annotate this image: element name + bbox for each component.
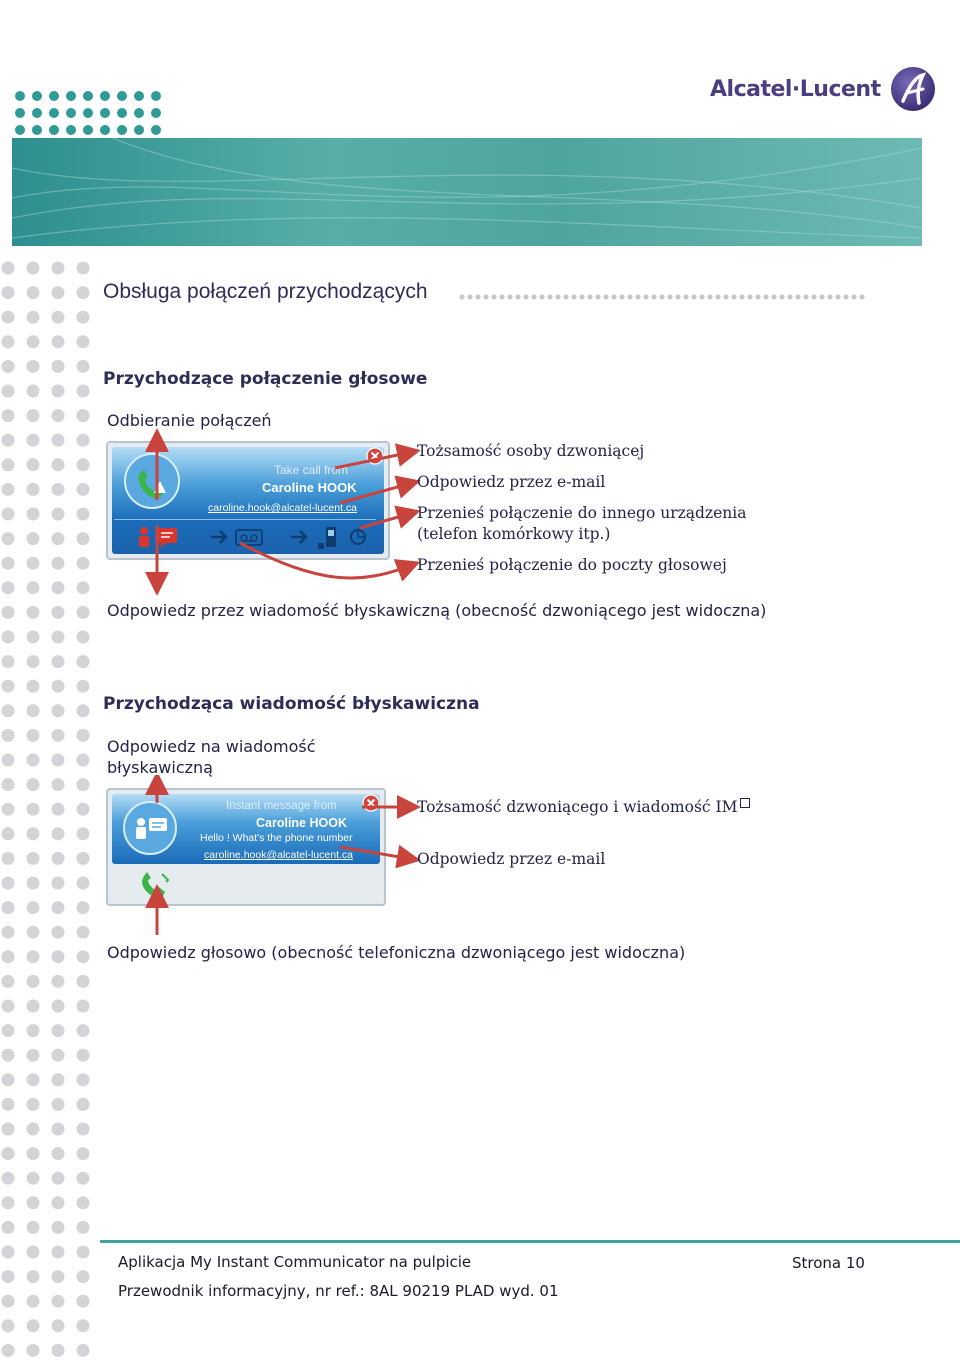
pattern-dot [27,1098,40,1111]
pattern-dot [15,91,25,101]
pattern-dot [77,975,90,988]
pattern-dot [32,125,42,135]
pattern-dot [52,581,65,594]
pattern-dot [27,778,40,791]
pattern-dot [2,1098,15,1111]
pattern-dot [723,294,728,299]
pattern-dot [811,294,816,299]
pattern-dot [2,631,15,644]
pattern-dot [2,458,15,471]
pattern-dot [603,294,608,299]
pattern-dot [52,975,65,988]
pattern-dot [77,1196,90,1209]
pattern-dot [83,108,93,118]
pattern-dot [2,606,15,619]
pattern-dot [52,655,65,668]
pattern-dot [547,294,552,299]
brand-wordmark: Alcatel·Lucent [710,76,881,102]
pattern-dot [675,294,680,299]
pattern-dot [507,294,512,299]
pattern-dot [77,385,90,398]
pattern-dot [2,877,15,890]
pattern-dot [27,1319,40,1332]
pattern-dot [579,294,584,299]
pattern-dot [77,286,90,299]
pattern-dot [27,827,40,840]
pattern-dot [475,294,480,299]
pattern-dot [2,1000,15,1013]
pattern-dot [499,294,504,299]
pattern-dot [2,385,15,398]
pattern-dot [27,458,40,471]
pattern-dot [2,1172,15,1185]
pattern-dot [77,1270,90,1283]
pattern-dot [77,827,90,840]
pattern-dot [77,631,90,644]
reply-voice-label: Odpowiedz głosowo (obecność telefoniczna dzwoniącego jest widoczna) [107,943,686,962]
pattern-dot [52,729,65,742]
pattern-dot [52,385,65,398]
pattern-dot [2,1319,15,1332]
pattern-dot [77,1221,90,1234]
pattern-dot [843,294,848,299]
pattern-dot [779,294,784,299]
pattern-dot [52,557,65,570]
pattern-dot [2,1295,15,1308]
pattern-dot [27,483,40,496]
pattern-dot [52,483,65,496]
pattern-dot [77,926,90,939]
pattern-dot [683,294,688,299]
im-section-heading: Przychodząca wiadomość błyskawiczna [103,694,480,714]
alcatel-lucent-emblem-icon [889,65,937,113]
pattern-dot [531,294,536,299]
pattern-dot [77,1123,90,1136]
pattern-dot [27,434,40,447]
page-title: Obsługa połączeń przychodzących [103,280,428,303]
pattern-dot [627,294,632,299]
pattern-dot [2,827,15,840]
pattern-dot [151,91,161,101]
pattern-dot [77,508,90,521]
pattern-dot [2,680,15,693]
pattern-dot [77,1098,90,1111]
pattern-dot [2,409,15,422]
pattern-dot [27,1123,40,1136]
pattern-dot [515,294,520,299]
pattern-dot [819,294,824,299]
callout-im-reply-email: Odpowiedz przez e-mail [417,850,606,868]
pattern-dot [52,286,65,299]
pattern-dot [77,680,90,693]
panel-caller-email[interactable]: caroline.hook@alcatel-lucent.ca [208,502,357,514]
pattern-dot [77,754,90,767]
pattern-dot [52,852,65,865]
pattern-dot [2,434,15,447]
pattern-dot [27,704,40,717]
pattern-dot [77,1000,90,1013]
pattern-dot [27,975,40,988]
pattern-dot [595,294,600,299]
pattern-dot [459,294,464,299]
pattern-dot [27,532,40,545]
pattern-dot [611,294,616,299]
pattern-dot [52,606,65,619]
pattern-dot [27,1246,40,1259]
pattern-dot [52,704,65,717]
pattern-dot [77,311,90,324]
pattern-dot [77,704,90,717]
pattern-dot [83,91,93,101]
pattern-dot [52,1024,65,1037]
pattern-dot [66,108,76,118]
pattern-dot [2,532,15,545]
pattern-dot [77,581,90,594]
pattern-dot [27,286,40,299]
pattern-dot [715,294,720,299]
pattern-dot [587,294,592,299]
footer-rule [100,1240,960,1243]
pattern-dot [27,557,40,570]
answer-im-label-line2: błyskawiczną [107,758,213,777]
panel-im-sender-email[interactable]: caroline.hook@alcatel-lucent.ca [204,849,353,861]
pattern-dot [2,778,15,791]
pattern-dot [739,294,744,299]
pattern-dot [731,294,736,299]
pattern-dot [52,1172,65,1185]
pattern-dot [52,901,65,914]
pattern-dot [77,1172,90,1185]
pattern-dot [52,950,65,963]
pattern-dot [747,294,752,299]
margin-dot-pattern [0,260,100,1367]
pattern-dot [52,1073,65,1086]
pattern-dot [49,125,59,135]
pattern-dot [52,508,65,521]
pattern-dot [2,335,15,348]
pattern-dot [2,483,15,496]
pattern-dot [77,335,90,348]
pattern-dot [27,311,40,324]
pattern-dot [52,458,65,471]
footer-reference: Przewodnik informacyjny, nr ref.: 8AL 90219 PLAD wyd. 01 [118,1282,559,1300]
voice-section-heading: Przychodzące połączenie głosowe [103,369,428,389]
pattern-dot [52,631,65,644]
pattern-dot [77,901,90,914]
pattern-dot [2,581,15,594]
pattern-dot [117,125,127,135]
pattern-dot [27,655,40,668]
pattern-dot [77,1344,90,1357]
pattern-dot [52,360,65,373]
pattern-dot [52,926,65,939]
pattern-dot [2,926,15,939]
pattern-dot [77,1024,90,1037]
pattern-dot [117,91,127,101]
panel-im-sender-name: Caroline HOOK [256,816,347,830]
pattern-dot [27,508,40,521]
pattern-dot [77,852,90,865]
pattern-dot [134,108,144,118]
panel-take-call-label: Take call from [274,463,349,477]
pattern-dot [27,360,40,373]
pattern-dot [77,1147,90,1160]
pattern-dot [699,294,704,299]
pattern-dot [787,294,792,299]
pattern-dot [2,1196,15,1209]
pattern-dot [659,294,664,299]
pattern-dot [755,294,760,299]
pattern-dot [2,360,15,373]
pattern-dot [77,483,90,496]
pattern-dot [77,950,90,963]
answer-call-label: Odbieranie połączeń [107,411,272,430]
pattern-dot [619,294,624,299]
pattern-dot [27,852,40,865]
pattern-dot [134,91,144,101]
answer-im-label-line1: Odpowiedz na wiadomość [107,737,316,756]
pattern-dot [27,729,40,742]
pattern-dot [77,1319,90,1332]
pattern-dot [52,1000,65,1013]
pattern-dot [77,803,90,816]
pattern-dot [2,1073,15,1086]
pattern-dot [52,311,65,324]
pattern-dot [2,1147,15,1160]
pattern-dot [2,754,15,767]
brand-logo [710,64,937,114]
pattern-dot [27,1049,40,1062]
pattern-dot [467,294,472,299]
pattern-dot [859,294,864,299]
footer-page-number: Strona 10 [792,1254,865,1272]
title-dot-leader [458,292,868,302]
pattern-dot [27,581,40,594]
pattern-dot [27,606,40,619]
pattern-dot [835,294,840,299]
pattern-dot [134,125,144,135]
pattern-dot [77,532,90,545]
pattern-dot [27,1147,40,1160]
panel-im-message: Hello ! What's the phone number [200,832,353,844]
pattern-dot [2,1123,15,1136]
pattern-dot [2,311,15,324]
pattern-dot [52,262,65,275]
pattern-dot [2,901,15,914]
missing-glyph-box [740,798,750,808]
pattern-dot [2,852,15,865]
pattern-dot [27,1073,40,1086]
pattern-dot [539,294,544,299]
pattern-dot [643,294,648,299]
pattern-dot [77,1295,90,1308]
callout-reply-email: Odpowiedz przez e-mail [417,473,606,491]
pattern-dot [2,508,15,521]
pattern-dot [27,631,40,644]
pattern-dot [523,294,528,299]
pattern-dot [32,91,42,101]
pattern-dot [2,975,15,988]
pattern-dot [27,901,40,914]
pattern-dot [49,91,59,101]
pattern-dot [77,360,90,373]
pattern-dot [2,1270,15,1283]
pattern-dot [52,434,65,447]
pattern-dot [27,385,40,398]
pattern-dot [52,1098,65,1111]
pattern-dot [2,1246,15,1259]
pattern-dot [77,1073,90,1086]
pattern-dot [77,409,90,422]
header-banner [12,138,922,246]
pattern-dot [27,680,40,693]
pattern-dot [2,1344,15,1357]
pattern-dot [27,335,40,348]
pattern-dot [27,1024,40,1037]
pattern-dot [77,729,90,742]
pattern-dot [52,1196,65,1209]
pattern-dot [151,108,161,118]
pattern-dot [100,125,110,135]
pattern-dot [52,680,65,693]
pattern-dot [77,655,90,668]
pattern-dot [27,262,40,275]
pattern-dot [2,286,15,299]
pattern-dot [2,655,15,668]
pattern-dot [151,125,161,135]
pattern-dot [483,294,488,299]
pattern-dot [691,294,696,299]
pattern-dot [763,294,768,299]
pattern-dot [52,778,65,791]
pattern-dot [27,754,40,767]
pattern-dot [827,294,832,299]
pattern-dot [52,1270,65,1283]
pattern-dot [52,335,65,348]
pattern-dot [77,877,90,890]
pattern-dot [15,108,25,118]
pattern-dot [27,803,40,816]
pattern-dot [52,803,65,816]
pattern-dot [851,294,856,299]
pattern-dot [52,532,65,545]
pattern-dot [52,827,65,840]
callout-caller-identity: Tożsamość osoby dzwoniącej [417,442,645,460]
pattern-dot [563,294,568,299]
pattern-dot [66,91,76,101]
pattern-dot [2,803,15,816]
pattern-dot [27,1295,40,1308]
pattern-dot [77,778,90,791]
pattern-dot [771,294,776,299]
pattern-dot [2,950,15,963]
pattern-dot [52,754,65,767]
pattern-dot [27,1196,40,1209]
callout-transfer-voicemail: Przenieś połączenie do poczty głosowej [417,556,727,574]
pattern-dot [27,409,40,422]
pattern-dot [27,926,40,939]
callout-transfer-device-note: (telefon komórkowy itp.) [417,525,611,543]
pattern-dot [77,606,90,619]
im-callout-arrows [100,775,430,945]
pattern-dot [2,557,15,570]
pattern-dot [2,1024,15,1037]
pattern-dot [100,91,110,101]
pattern-dot [49,108,59,118]
callout-im-identity: Tożsamość dzwoniącego i wiadomość IM [417,797,750,818]
pattern-dot [27,1270,40,1283]
pattern-dot [83,125,93,135]
pattern-dot [2,729,15,742]
pattern-dot [635,294,640,299]
pattern-dot [27,1221,40,1234]
pattern-dot [77,434,90,447]
panel-caller-name: Caroline HOOK [262,480,357,495]
pattern-dot [52,1319,65,1332]
pattern-dot [77,1246,90,1259]
pattern-dot [52,1295,65,1308]
pattern-dot [77,557,90,570]
pattern-dot [651,294,656,299]
voice-callout-arrows [100,425,430,595]
callout-transfer-device: Przenieś połączenie do innego urządzenia [417,504,747,522]
pattern-dot [2,704,15,717]
pattern-dot [27,950,40,963]
pattern-dot [491,294,496,299]
pattern-dot [52,1147,65,1160]
pattern-dot [15,125,25,135]
pattern-dot [795,294,800,299]
pattern-dot [27,1000,40,1013]
pattern-dot [52,1344,65,1357]
pattern-dot [707,294,712,299]
pattern-dot [77,262,90,275]
pattern-dot [2,262,15,275]
pattern-dot [52,1049,65,1062]
pattern-dot [667,294,672,299]
pattern-dot [52,1123,65,1136]
pattern-dot [571,294,576,299]
pattern-dot [117,108,127,118]
pattern-dot [803,294,808,299]
pattern-dot [100,108,110,118]
pattern-dot [32,108,42,118]
pattern-dot [66,125,76,135]
pattern-dot [52,1221,65,1234]
pattern-dot [52,877,65,890]
pattern-dot [27,877,40,890]
pattern-dot [2,1049,15,1062]
pattern-dot [52,1246,65,1259]
pattern-dot [27,1172,40,1185]
pattern-dot [555,294,560,299]
pattern-dot [52,409,65,422]
panel-im-from-label: Instant message from [226,800,337,812]
pattern-dot [77,458,90,471]
reply-im-label: Odpowiedz przez wiadomość błyskawiczną (obecność dzwoniącego jest widoczna) [107,601,767,620]
pattern-dot [77,1049,90,1062]
footer-app-name: Aplikacja My Instant Communicator na pulpicie [118,1253,472,1271]
pattern-dot [2,1221,15,1234]
pattern-dot [27,1344,40,1357]
